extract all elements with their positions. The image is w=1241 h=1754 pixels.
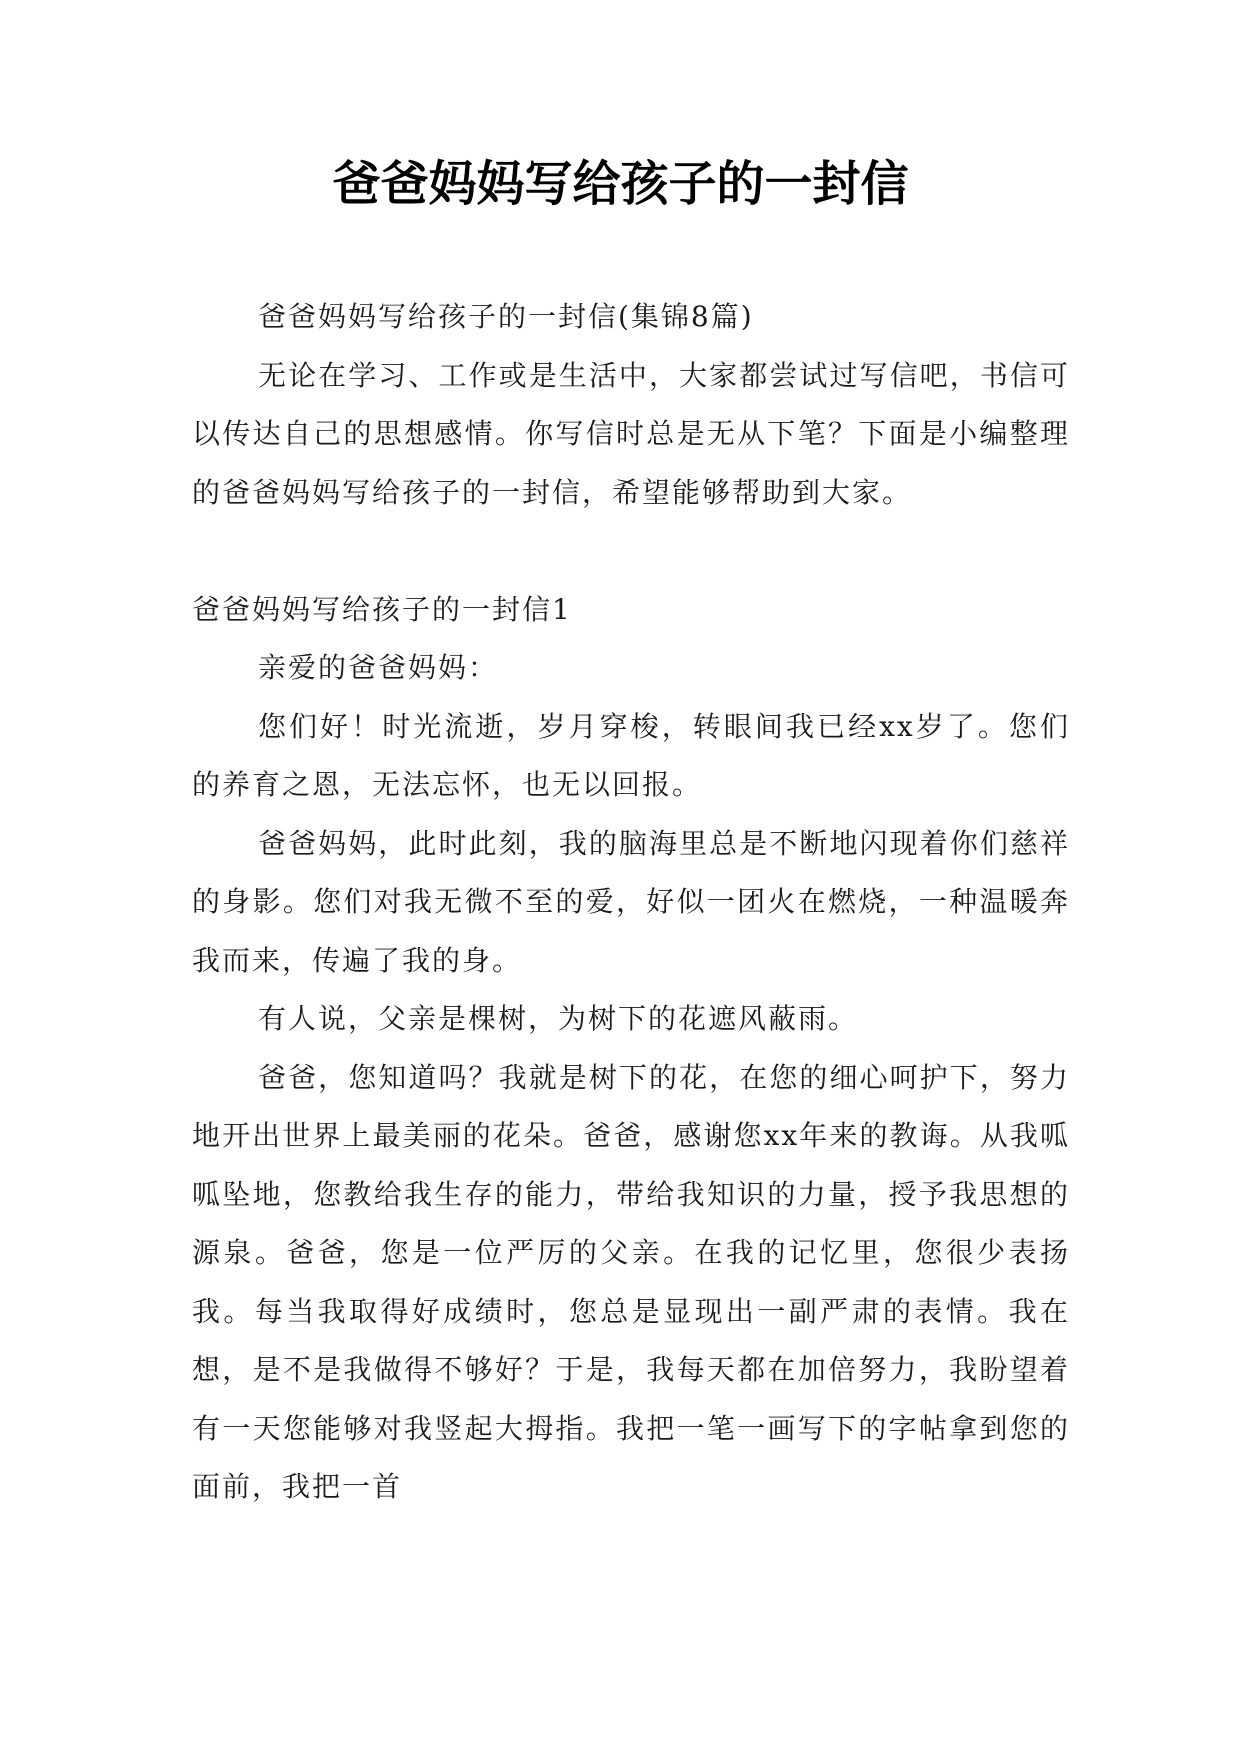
document-subtitle: 爸爸妈妈写给孩子的一封信(集锦8篇) xyxy=(258,300,754,333)
intro-paragraph: 无论在学习、工作或是生活中，大家都尝试过写信吧，书信可以传达自己的思想感情。你写信时总是无从下笔？下面是小编整理的爸爸妈妈写给孩子的一封信，希望能够帮助到大家。 xyxy=(192,358,1070,509)
letter-salutation: 亲爱的爸爸妈妈： xyxy=(258,651,499,684)
letter-paragraph: 爸爸，您知道吗？我就是树下的花，在您的细心呵护下，努力地开出世界上最美丽的花朵。爸爸，感谢您xx年来的教诲。从我呱呱坠地，您教给我生存的能力，带给我知识的力量，授予我思想的源泉。爸爸，您是一位严厉的父亲。在我的记忆里，您很少表扬我。每当我取得好成绩时，您总是显现出一副严肃的表情。我在想，是不是我做得不够好？于是，我每天都在加倍努力，我盼望着有一天您能够对我竖起大拇指。我把一笔一画写下的字帖拿到您的面前，我把一首 xyxy=(192,1060,1070,1503)
letter-paragraph: 有人说，父亲是棵树，为树下的花遮风蔽雨。 xyxy=(258,1002,859,1035)
document-title: 爸爸妈妈写给孩子的一封信 xyxy=(332,156,909,212)
section-heading: 爸爸妈妈写给孩子的一封信1 xyxy=(192,592,572,626)
letter-paragraph: 您们好！时光流逝，岁月穿梭，转眼间我已经xx岁了。您们的养育之恩，无法忘怀，也无以回报。 xyxy=(192,709,1070,801)
letter-paragraph: 爸爸妈妈，此时此刻，我的脑海里总是不断地闪现着你们慈祥的身影。您们对我无微不至的爱，好似一团火在燃烧，一种温暖奔我而来，传遍了我的身。 xyxy=(192,826,1070,977)
document-body xyxy=(192,288,1070,1517)
